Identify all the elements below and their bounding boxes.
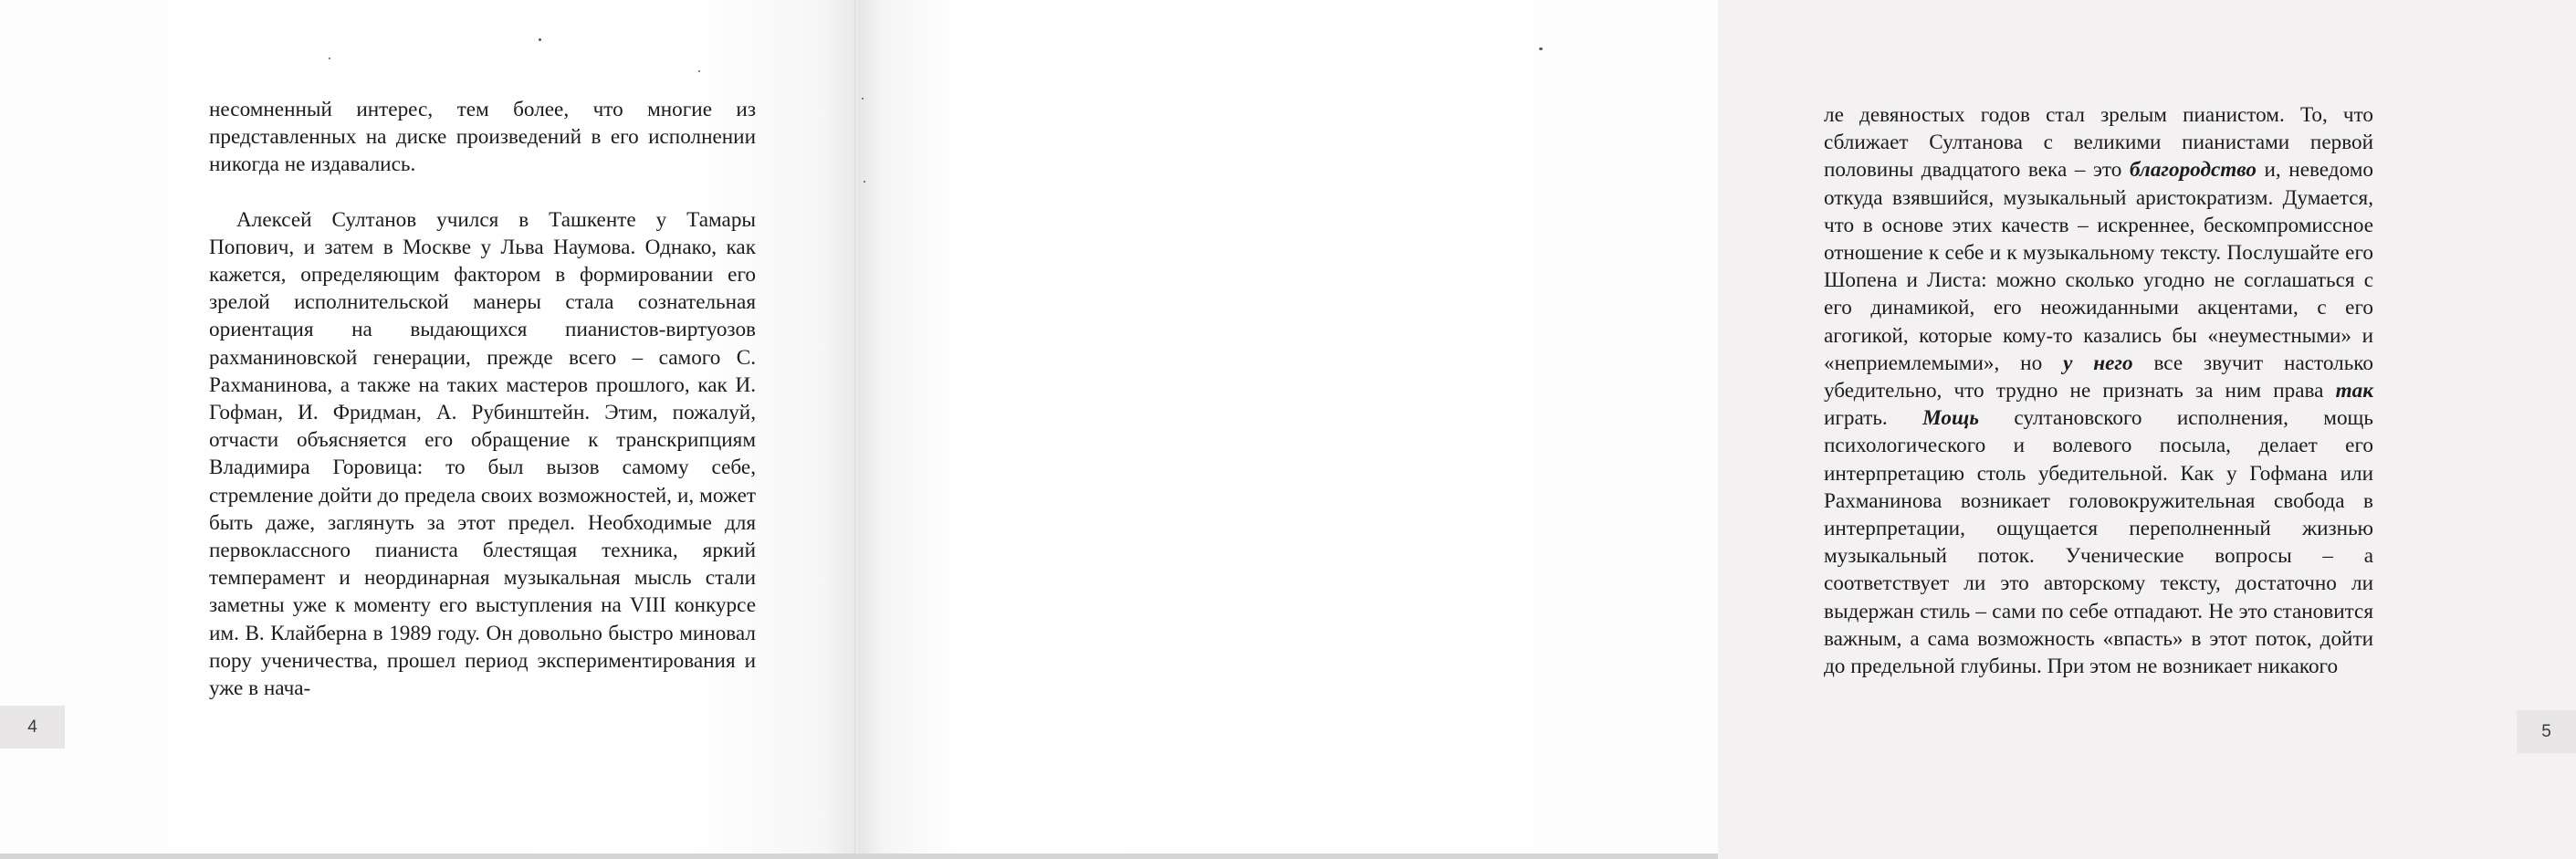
emphasis-moshch: Мощь bbox=[1922, 406, 1979, 431]
right-paragraph bbox=[1824, 101, 2373, 680]
right-page bbox=[858, 0, 2551, 854]
left-paragraph-1: несомненный интерес, тем более, что многие из представленных на диске произведений в его исполнении никогда не издавались. bbox=[209, 98, 756, 177]
right-text-3: все звучит настолько убедительно, что трудно не признать за ним права bbox=[1824, 351, 2373, 403]
page-number-right: 5 bbox=[2517, 710, 2576, 753]
right-page-text bbox=[1824, 101, 2373, 680]
left-paragraph-2: Алексей Султанов учился в Ташкенте у Тамары Попович, и затем в Москве у Льва Наумова. Однако, как кажется, определяющим фактором в формировании его зрелой исполнительской манеры стала сознательная ориентация на выдающихся пианистов-виртуозов рахманиновской генерации, прежде всего – самого С. Рахманинова, а также на таких мастеров прошлого, как И. Гофман, И. Фридман, А. Рубинштейн. Этим, пожалуй, отчасти объясняется его обращение к транскрипциям Владимира Горовица: то был вызов самому себе, стремление дойти до предела своих возможностей, и, может быть даже, заглянуть за этот предел. Необходимые для первоклассного пианиста блестящая техника, яркий темперамент и неординарная музыкальная мысль стали заметны уже к моменту его выступления на VIII конкурсе им. В. Клайберна в 1989 году. Он довольно быстро миновал пору ученичества, прошел период экспериментирования и уже в нача- bbox=[209, 207, 756, 701]
scan-speck bbox=[862, 98, 864, 100]
scan-speck bbox=[329, 58, 330, 59]
right-text-1: ле девяностых годов стал зрелым пианистом. То, что сближает Султанова с великими пианистами первой половины двадцатого века – это bbox=[1824, 103, 2373, 183]
right-text-4: играть. bbox=[1824, 406, 1923, 431]
emphasis-u-nego: у него bbox=[2063, 351, 2133, 375]
page-number-left: 4 bbox=[0, 706, 65, 749]
emphasis-blagorodstvo: благородство bbox=[2129, 158, 2257, 183]
left-page bbox=[0, 0, 856, 854]
scan-speck bbox=[1539, 47, 1543, 50]
right-text-2: и, неведомо откуда взявшийся, музыкальный аристократизм. Думается, что в основе этих качеств – искреннее, бескомпромиссное отношение к себе и к музыкальному тексту. Послушайте его Шопена и Листа: можно сколько угодно не соглашаться с его динамикой, его неожиданными акцентами, с его агогикой, которые кому-то казались бы «неуместными» и «неприемлемыми», но bbox=[1824, 158, 2374, 375]
scan-speck bbox=[698, 70, 700, 72]
page-bottom-edge bbox=[0, 854, 1718, 859]
scan-speck bbox=[539, 38, 541, 41]
left-page-text bbox=[209, 96, 756, 702]
right-text-5: султановского исполнения, мощь психологического и волевого посыла, делает его интерпретацию столь убедительной. Как у Гофмана или Рахманинова возникает головокружительная свобода в интерпретации, ощущается переполненный жизнью музыкальный поток. Ученические вопросы – а соответствует ли это авторскому тексту, достаточно ли выдержан стиль – сами по себе отпадают. Не это становится важным, а сама возможность «впасть» в этот поток, дойти до предельной глубины. При этом не возникает никакого bbox=[1824, 406, 2373, 679]
emphasis-tak: так bbox=[2335, 379, 2373, 403]
scan-speck bbox=[864, 181, 865, 183]
